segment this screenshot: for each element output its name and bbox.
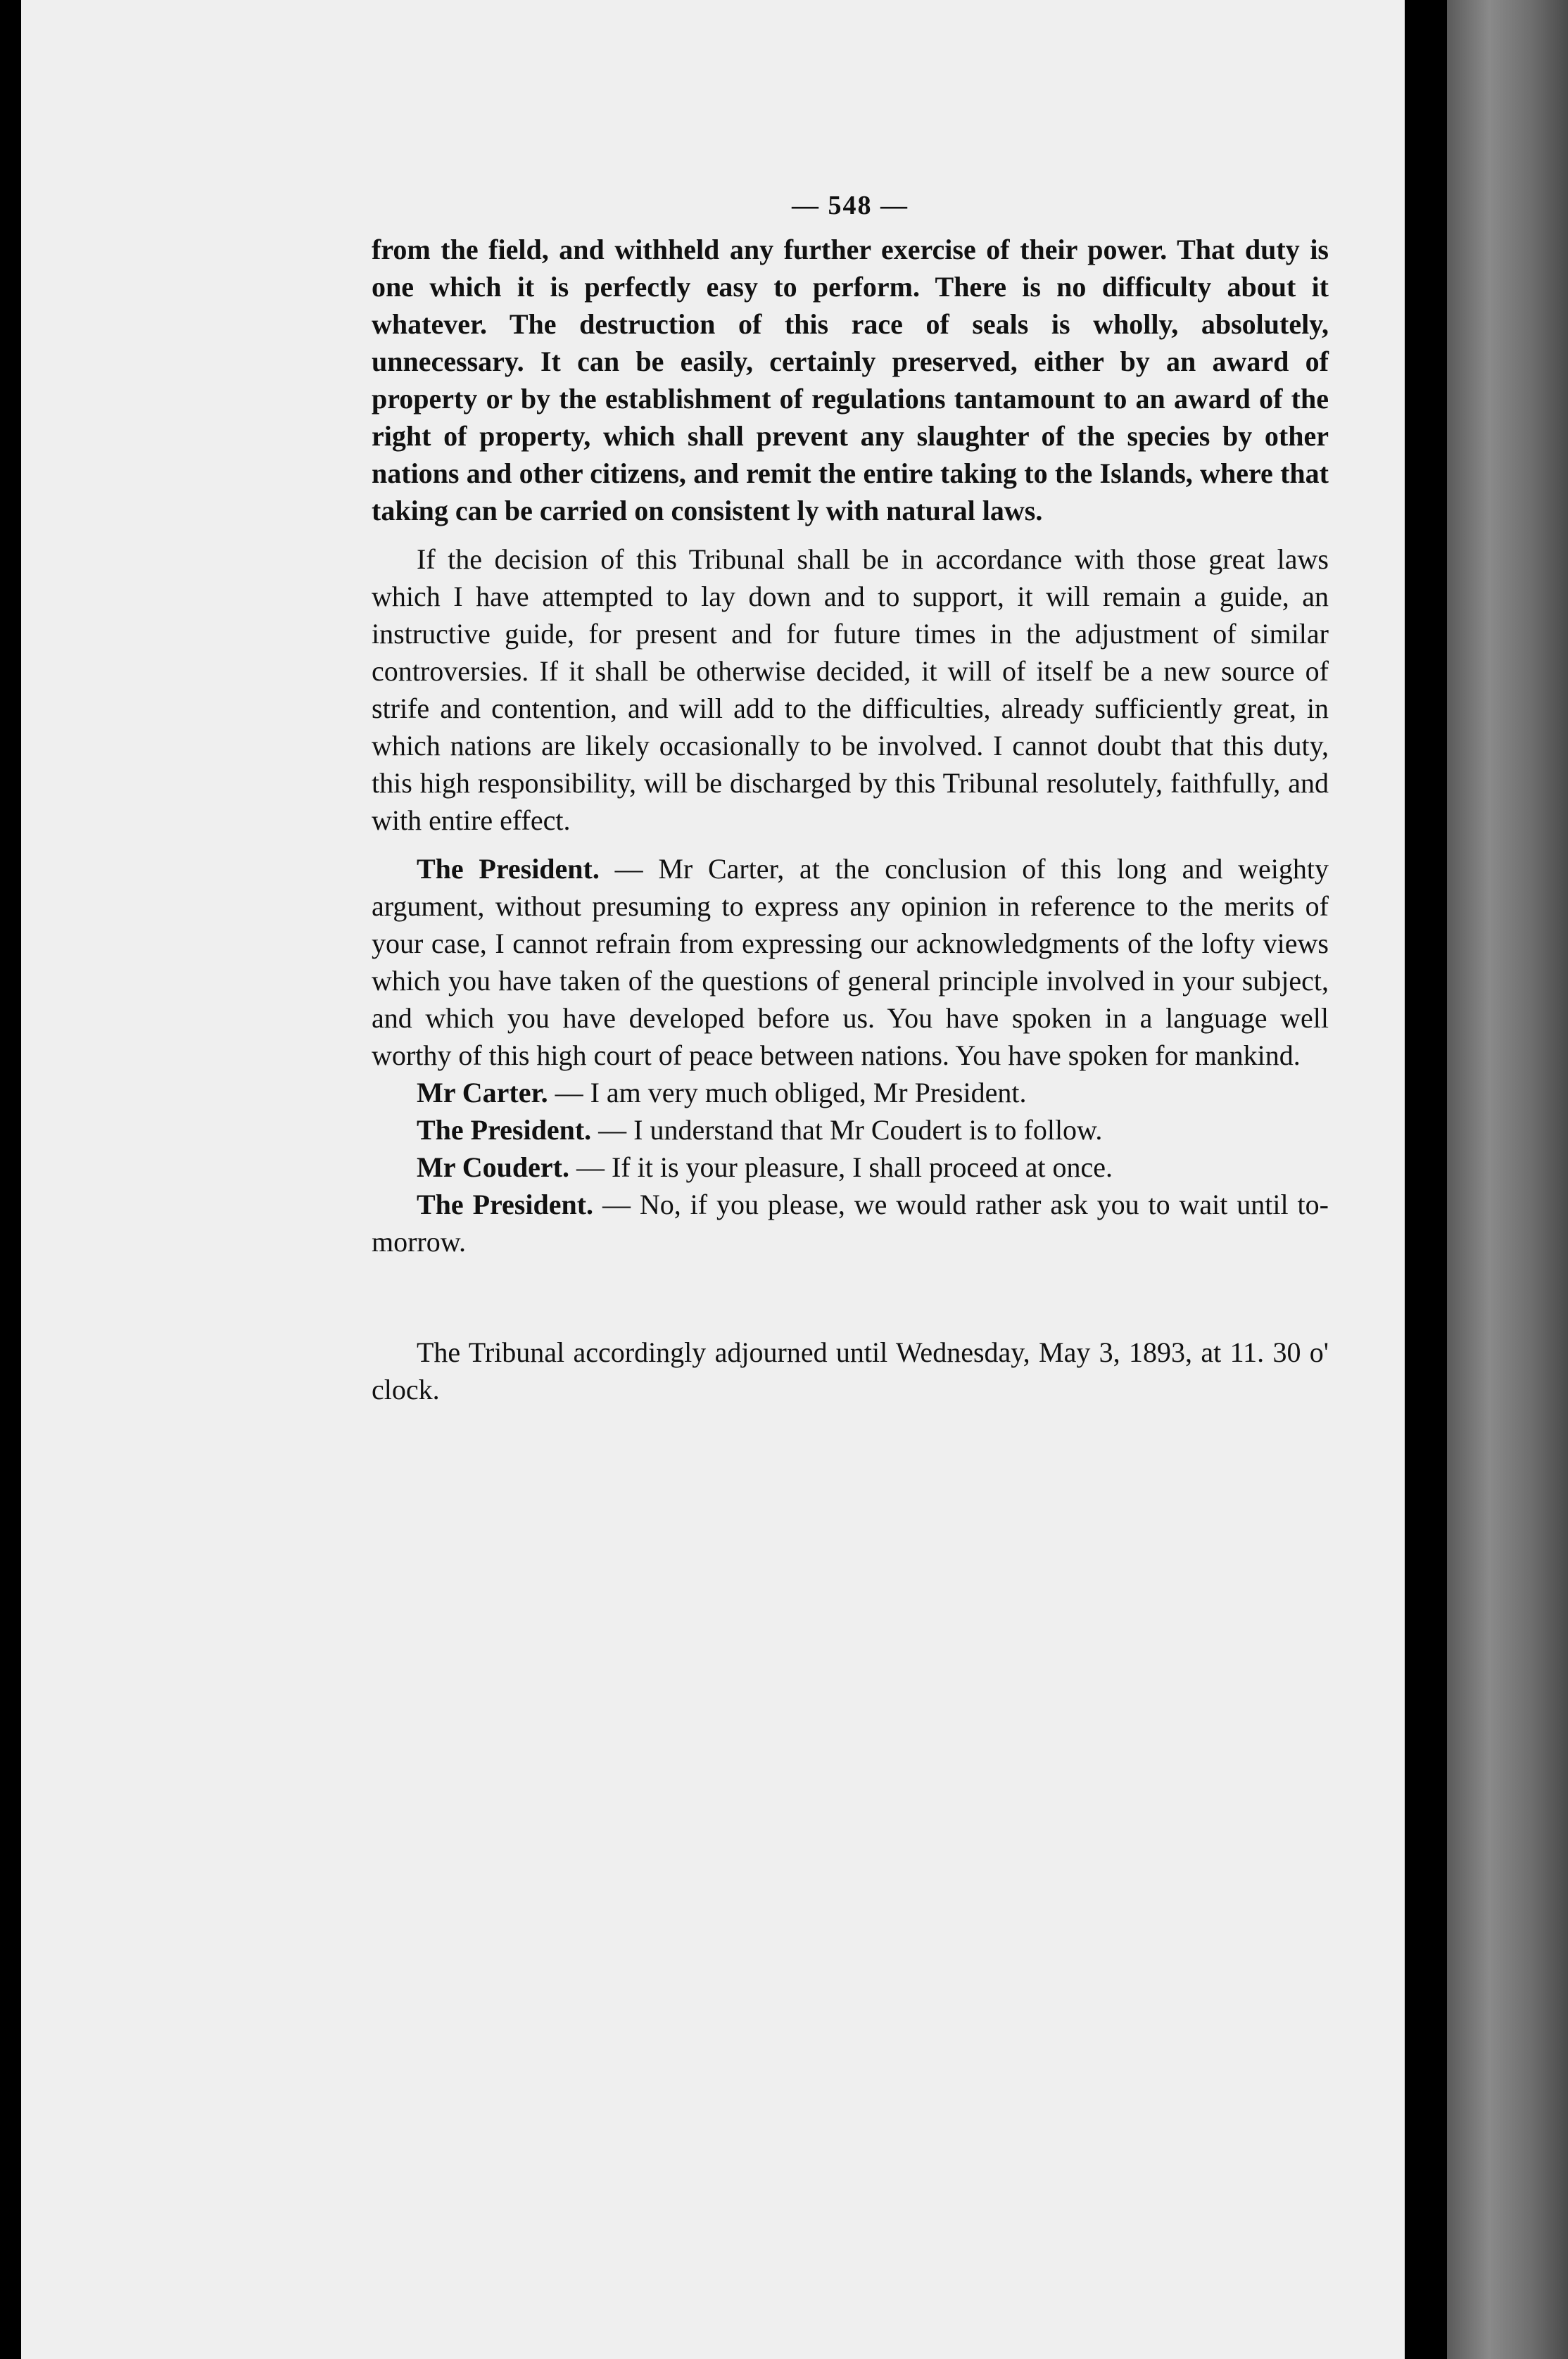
closing-note: The Tribunal accordingly adjourned until Wednesday, May 3, 1893, at 11. 30 o' clock. [372, 1336, 1329, 1405]
speaker-name: Mr Carter. [417, 1077, 548, 1108]
dialogue-line [372, 1074, 1329, 1111]
speaker-name: The President. [417, 1189, 594, 1220]
speaker-name: The President. [417, 853, 600, 885]
speaker-name: The President. [417, 1114, 592, 1146]
dialogue-text: — No, if you please, we would rather ask you to wait until to-morrow. [372, 1189, 1329, 1258]
paragraph-2: If the decision of this Tribunal shall be in accordance with those great laws which I have attempted to lay down and to support, it will remain a guide, an instructive guide, for present and for future times in the adjustment of similar controversies. If it shall be otherwise decided, it will of itself be a new source of strife and contention, and will add to the difficulties, already sufficiently great, in which nations are likely occasionally to be involved. I cannot doubt that this duty, this high responsibility, will be discharged by this Tribunal resolutely, faithfully, and with entire effect. [372, 543, 1329, 836]
text-block [372, 190, 1329, 1408]
dialogue-line [372, 1111, 1329, 1149]
dialogue-line [372, 1186, 1329, 1260]
page-number: — 548 — [792, 191, 909, 220]
adjacent-page-edge [1447, 0, 1568, 2359]
paragraph-1: from the field, and withheld any further exercise of their power. That duty is one which it is perfectly easy to perform. There is no difficulty about it whatever. The destruction of this race of seals is wholly, absolutely, unnecessary. It can be easily, certainly preserved, either by an award of property or by the establishment of regulations tantamount to an award of the right of property, which shall prevent any slaughter of the species by other nations and other citizens, and remit the entire taking to the Islands, where that taking can be carried on consistent ly with natural laws. [372, 234, 1329, 526]
dialogue-text: — I understand that Mr Coudert is to follow. [591, 1114, 1103, 1146]
dialogue-line [372, 850, 1329, 1074]
dialogue-text: — Mr Carter, at the conclusion of this long and weighty argument, without presuming to express any opinion in reference to the merits of your case, I cannot refrain from expressing our acknowledgments of the lofty views which you have taken of the questions of general principle involved in your subject, and which you have developed before us. You have spoken in a language well worthy of this high court of peace between nations. You have spoken for mankind. [372, 853, 1329, 1071]
dialogue-line [372, 1149, 1329, 1186]
speaker-name: Mr Coudert. [417, 1151, 569, 1183]
dialogue-text: — I am very much obliged, Mr President. [548, 1077, 1027, 1108]
dialogue-text: — If it is your pleasure, I shall proceed at once. [569, 1151, 1113, 1183]
